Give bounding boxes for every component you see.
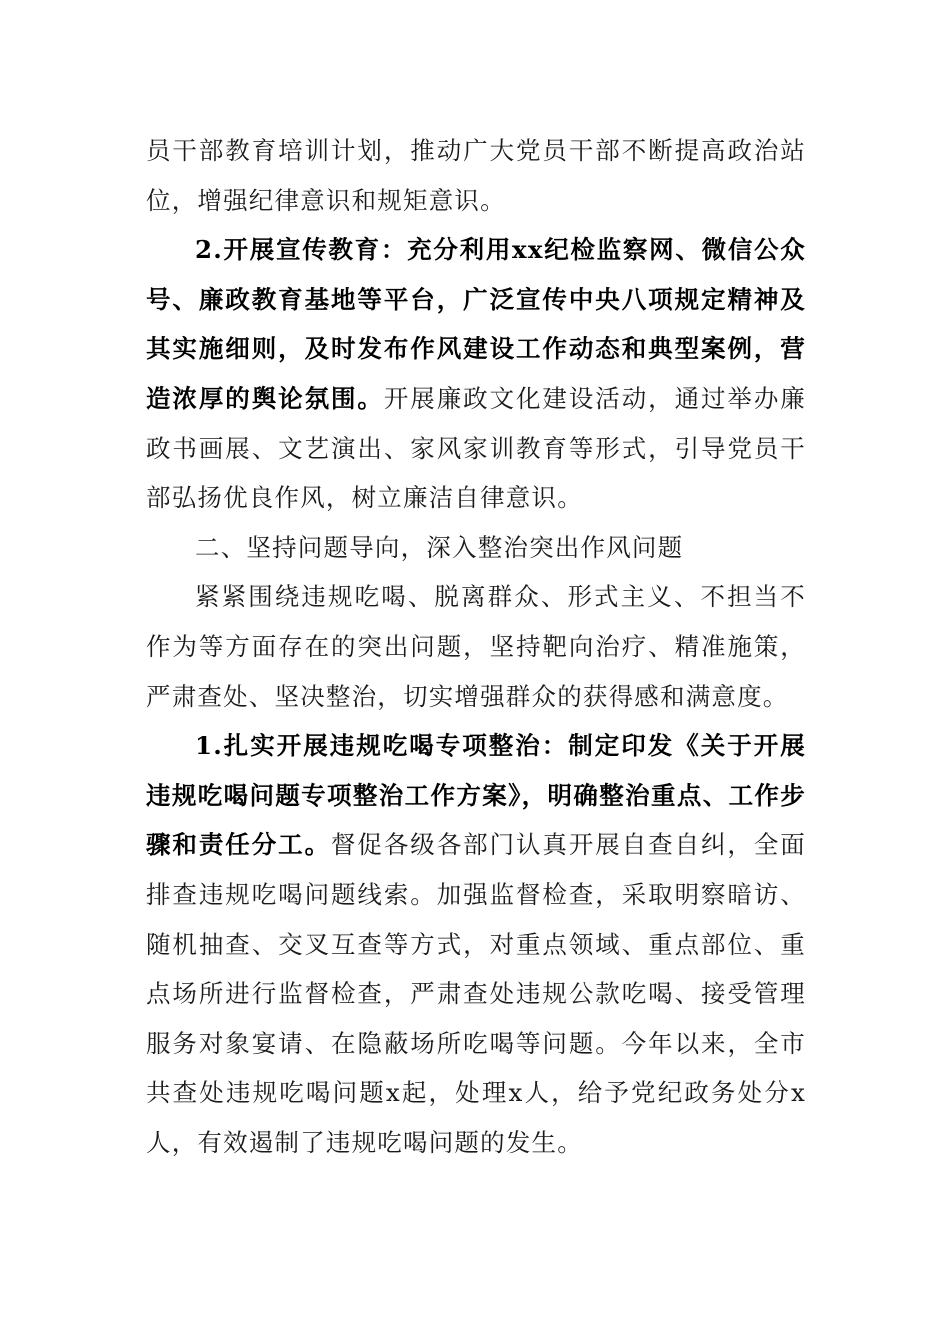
- paragraph-text: 员干部教育培训计划，推动广大党员干部不断提高政治站位，增强纪律意识和规矩意识。: [146, 136, 806, 215]
- paragraph-problem-orientation: [146, 572, 806, 721]
- paragraph-continued: [146, 126, 806, 225]
- section-heading-text: 二、坚持问题导向，深入整治突出作风问题: [195, 532, 684, 562]
- paragraph-dining-rectification: [146, 721, 806, 1167]
- paragraph-text: 紧紧围绕违规吃喝、脱离群众、形式主义、不担当不作为等方面存在的突出问题，坚持靶向治疗、精准施策，严肃查处、坚决整治，切实增强群众的获得感和满意度。: [146, 582, 806, 711]
- paragraph-publicity-education: [146, 225, 806, 523]
- paragraph-bold-lead: 2.开展宣传教育：充分利用xx纪检监察网、微信公众号、廉政教育基地等平台，广泛宣传中央八项规定精神及其实施细则，及时发布作风建设工作动态和典型案例，营造浓厚的舆论氛围。: [146, 235, 806, 413]
- paragraph-text: 开展廉政文化建设活动，通过举办廉政书画展、文艺演出、家风家训教育等形式，引导党员干部弘扬优良作风，树立廉洁自律意识。: [146, 383, 806, 513]
- section-heading: [146, 523, 806, 573]
- paragraph-bold-lead: 1.扎实开展违规吃喝专项整治：制定印发《关于开展违规吃喝问题专项整治工作方案》，明确整治重点、工作步骤和责任分工。: [146, 731, 806, 860]
- document-body: [146, 126, 806, 1167]
- paragraph-text: 督促各级各部门认真开展自查自纠，全面排查违规吃喝问题线索。加强监督检查，采取明察暗访、随机抽查、交叉互查等方式，对重点领域、重点部位、重点场所进行监督检查，严肃查处违规公款吃喝、接受管理服务对象宴请、在隐蔽场所吃喝等问题。今年以来，全市共查处违规吃喝问题x起，处理x人，给予党纪政务处分x人，有效遏制了违规吃喝问题的发生。: [146, 830, 806, 1157]
